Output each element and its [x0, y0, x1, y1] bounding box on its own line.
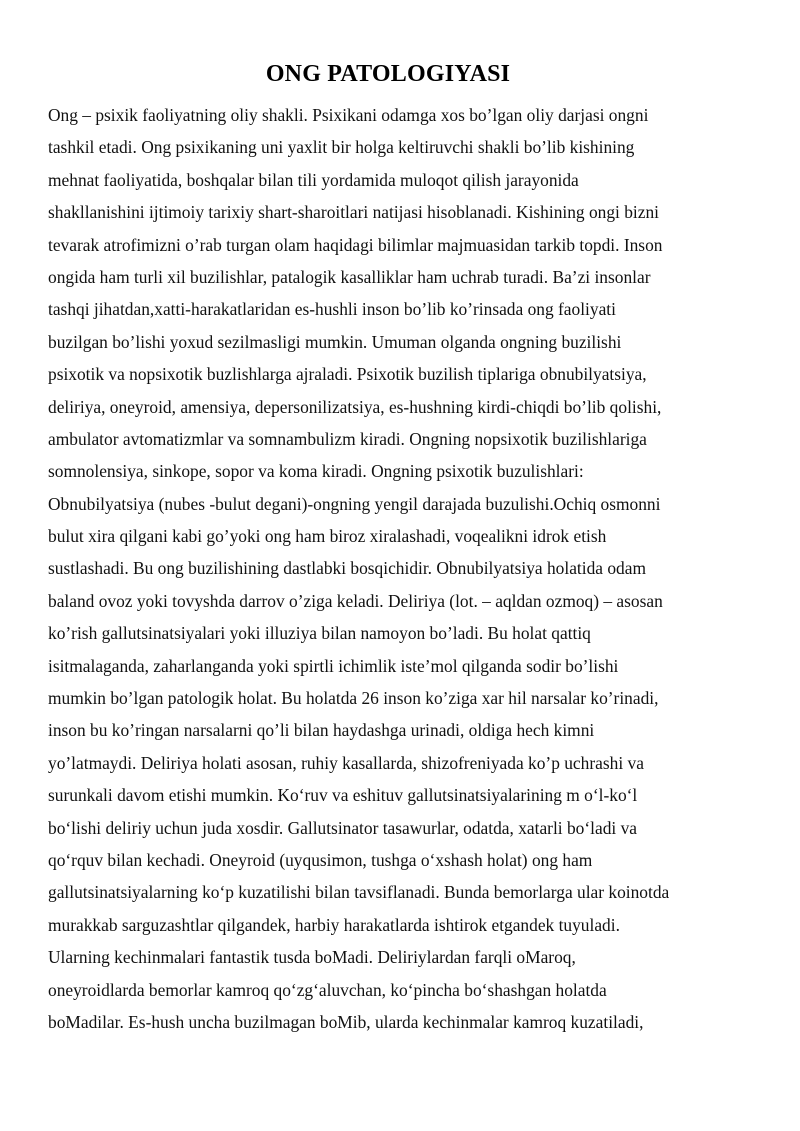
page-title: ONG PATOLOGIYASI [265, 61, 511, 87]
text-line: tashkil etadi. Ong psixikaning uni yaxlit bir holga keltiruvchi shakli bo’lib kishining [48, 137, 635, 158]
text-line: qo‘rquv bilan kechadi. Oneyroid (uyqusimon, tushga o‘xshash holat) ong ham [48, 849, 593, 870]
text-line: sustlashadi. Bu ong buzilishining dastlabki bosqichidir. Obnubilyatsiya holatida odam [48, 558, 646, 579]
text-line: tashqi jihatdan,xatti-harakatlaridan es-hushli inson bo’lib ko’rinsada ong faoliyati [48, 299, 616, 320]
text-line: ko’rish gallutsinatsiyalari yoki illuziya bilan namoyon bo’ladi. Bu holat qattiq [48, 623, 591, 644]
text-line: Ularning kechinmalari fantastik tusda boMadi. Deliriylardan farqli oMaroq, [48, 947, 576, 968]
text-line: yo’latmaydi. Deliriya holati asosan, ruhiy kasallarda, shizofreniyada ko’p uchrashi va [48, 752, 644, 773]
text-line: mumkin bo’lgan patologik holat. Bu holatda 26 inson ko’ziga xar hil narsalar ko’rinadi, [48, 688, 659, 709]
body-text [48, 99, 768, 1038]
text-line: bo‘lishi deliriy uchun juda xosdir. Gallutsinator tasawurlar, odatda, xatarli bo‘ladi va [48, 817, 637, 838]
text-line: boMadilar. Es-hush uncha buzilmagan boMib, ularda kechinmalar kamroq kuzatiladi, [48, 1011, 644, 1032]
text-line: ambulator avtomatizmlar va somnambulizm kiradi. Ongning nopsixotik buzilishlariga [48, 428, 647, 449]
text-line: gallutsinatsiyalarning ko‘p kuzatilishi bilan tavsiflanadi. Bunda bemorlarga ular koinotda [48, 882, 670, 903]
text-line: oneyroidlarda bemorlar kamroq qo‘zg‘aluvchan, ko‘pincha bo‘shashgan holatda [48, 979, 607, 1000]
text-line: Obnubilyatsiya (nubes -bulut degani)-ongning yengil darajada buzulishi.Ochiq osmonni [48, 493, 661, 514]
text-line: murakkab sarguzashtlar qilgandek, harbiy harakatlarda ishtirok etgandek tuyuladi. [48, 914, 620, 935]
text-line: somnolensiya, sinkope, sopor va koma kiradi. Ongning psixotik buzulishlari: [48, 461, 584, 482]
text-line: deliriya, oneyroid, amensiya, depersonilizatsiya, es-hushning kirdi-chiqdi bo’lib qolishi, [48, 396, 662, 417]
text-line: shakllanishini ijtimoiy tarixiy shart-sharoitlari natijasi hisoblanadi. Kishining ongi bizni [48, 202, 660, 223]
text-line: bulut xira qilgani kabi go’yoki ong ham biroz xiralashadi, voqealikni idrok etish [48, 526, 607, 547]
text-line: tevarak atrofimizni o’rab turgan olam haqidagi bilimlar majmuasidan tarkib topdi. Inson [48, 234, 663, 255]
text-line: ongida ham turli xil buzilishlar, patalogik kasalliklar ham uchrab turadi. Ba’zi insonlar [48, 266, 651, 287]
text-line: psixotik va nopsixotik buzlishlarga ajraladi. Psixotik buzilish tiplariga obnubilyatsiya, [48, 364, 647, 385]
text-line: baland ovoz yoki tovyshda darrov o’ziga keladi. Deliriya (lot. – aqldan ozmoq) – asosan [48, 590, 663, 611]
text-line: mehnat faoliyatida, boshqalar bilan tili yordamida muloqot qilish jarayonida [48, 169, 579, 190]
text-line: Ong – psixik faoliyatning oliy shakli. Psixikani odamga xos bo’lgan oliy darjasi ongni [48, 105, 649, 125]
text-line: inson bu ko’ringan narsalarni qo’li bilan haydashga urinadi, oldiga hech kimni [48, 720, 595, 741]
text-line: isitmalaganda, zaharlanganda yoki spirtli ichimlik iste’mol qilganda sodir bo’lishi [48, 655, 619, 676]
text-line: surunkali davom etishi mumkin. Ko‘ruv va eshituv gallutsinatsiyalarining m o‘l-ko‘l [48, 785, 638, 806]
text-line: buzilgan bo’lishi yoxud sezilmasligi mumkin. Umuman olganda ongning buzilishi [48, 331, 622, 352]
